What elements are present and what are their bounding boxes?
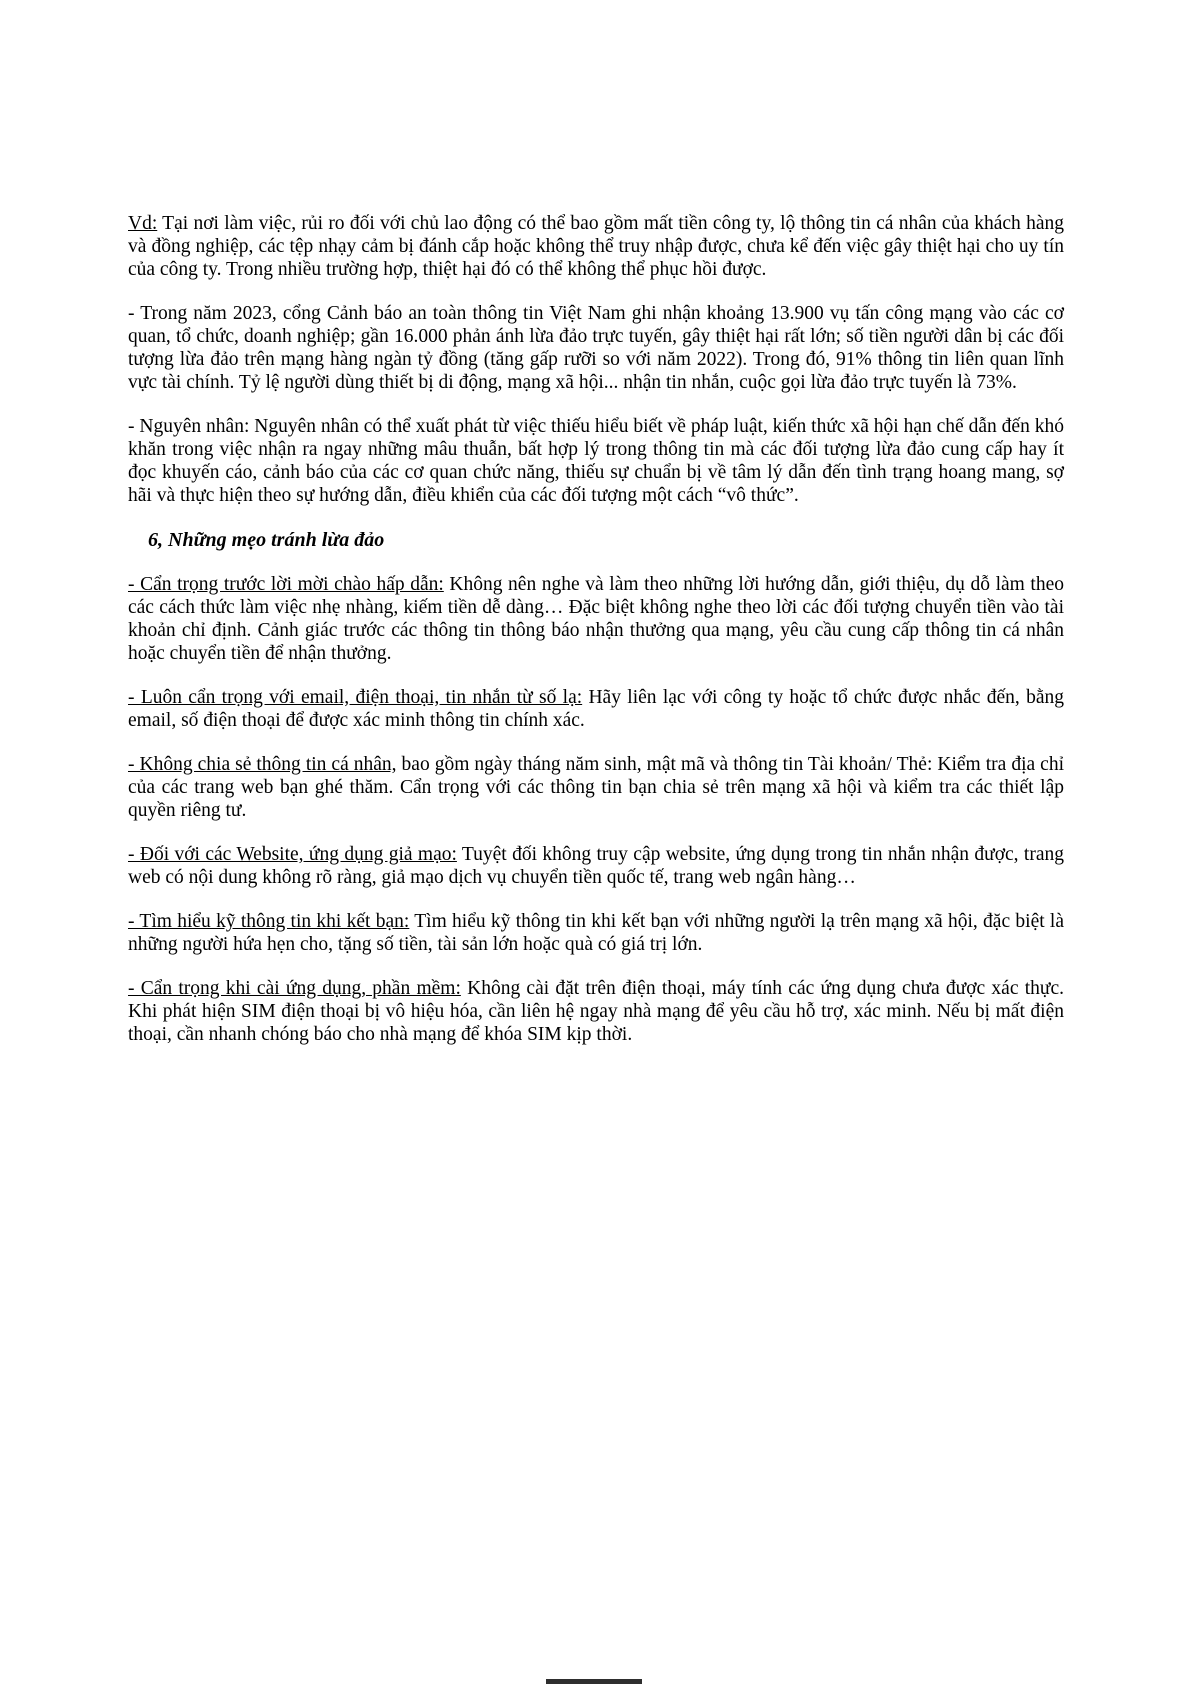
tip-2-label: - Luôn cẩn trọng với email, điện thoại, tin nhắn từ số lạ: <box>128 687 583 708</box>
tip-1-text: Không nên nghe và làm theo những lời hướng dẫn, giới thiệu, dụ dỗ làm theo các cách thức làm việc nhẹ nhàng, kiếm tiền dễ dàng… Đặc biệt không nghe theo lời các đối tượng chuyển tiền vào tài khoản chỉ định. Cảnh giác trước các thông tin thông báo nhận thưởng qua mạng, yêu cầu cung cấp thông tin cá nhân hoặc chuyển tiền để nhận thưởng. <box>128 574 1064 664</box>
tip-4-text: Tuyệt đối không truy cập website, ứng dụng trong tin nhắn nhận được, trang web có nội dung không rõ ràng, giả mạo dịch vụ chuyển tiền quốc tế, trang web ngân hàng… <box>128 844 1064 888</box>
paragraph-example <box>128 212 1064 281</box>
paragraph-statistics <box>128 302 1064 394</box>
tip-3-text: bao gồm ngày tháng năm sinh, mật mã và thông tin Tài khoản/ Thẻ: Kiểm tra địa chỉ của các trang web bạn ghé thăm. Cẩn trọng với các thông tin bạn chia sẻ trên mạng xã hội và kiểm tra các thiết lập quyền riêng tư. <box>128 754 1064 821</box>
page-bottom-rule <box>546 1679 642 1684</box>
causes-text: - Nguyên nhân: Nguyên nhân có thể xuất phát từ việc thiếu hiểu biết về pháp luật, kiến thức xã hội hạn chế dẫn đến khó khăn trong việc nhận ra ngay những mâu thuẫn, bất hợp lý trong thông tin mà các đối tượng lừa đảo cung cấp hay ít đọc khuyến cáo, cảnh báo của các cơ quan chức năng, thiếu sự chuẩn bị về tâm lý dẫn đến tình trạng hoang mang, sợ hãi và thực hiện theo sự hướng dẫn, điều khiển của các đối tượng một cách “vô thức”. <box>128 416 1064 506</box>
tip-item-3 <box>128 753 1064 822</box>
tip-item-4 <box>128 843 1064 889</box>
tip-2-text: Hãy liên lạc với công ty hoặc tổ chức được nhắc đến, bằng email, số điện thoại để được xác minh thông tin chính xác. <box>128 687 1064 731</box>
tip-item-2 <box>128 686 1064 732</box>
tip-item-6 <box>128 977 1064 1046</box>
statistics-text: - Trong năm 2023, cổng Cảnh báo an toàn thông tin Việt Nam ghi nhận khoảng 13.900 vụ tấn công mạng vào các cơ quan, tổ chức, doanh nghiệp; gần 16.000 phản ánh lừa đảo trực tuyến, gây thiệt hại rất lớn; số tiền người dân bị các đối tượng lừa đảo trên mạng hàng ngàn tỷ đồng (tăng gấp rưỡi so với năm 2022). Trong đó, 91% thông tin liên quan lĩnh vực tài chính. Tỷ lệ người dùng thiết bị di động, mạng xã hội... nhận tin nhắn, cuộc gọi lừa đảo trực tuyến là 73%. <box>128 303 1064 393</box>
tip-4-label: - Đối với các Website, ứng dụng giả mạo: <box>128 844 457 865</box>
tip-item-1 <box>128 573 1064 665</box>
tip-3-label: - Không chia sẻ thông tin cá nhân, <box>128 754 397 775</box>
paragraph-causes <box>128 415 1064 507</box>
section-heading: 6, Những mẹo tránh lừa đảo <box>148 529 385 551</box>
tip-5-text: Tìm hiểu kỹ thông tin khi kết bạn với những người lạ trên mạng xã hội, đặc biệt là những người hứa hẹn cho, tặng số tiền, tài sản lớn hoặc quà có giá trị lớn. <box>128 911 1065 955</box>
document-body <box>128 212 1064 1067</box>
example-label: Vd: <box>128 213 158 234</box>
tip-item-5 <box>128 910 1064 956</box>
tip-6-text: Không cài đặt trên điện thoại, máy tính các ứng dụng chưa được xác thực. Khi phát hiện SIM điện thoại bị vô hiệu hóa, cần liên hệ ngay nhà mạng để yêu cầu hỗ trợ, xác minh. Nếu bị mất điện thoại, cần nhanh chóng báo cho nhà mạng để khóa SIM kịp thời. <box>128 978 1064 1045</box>
tip-1-label: - Cẩn trọng trước lời mời chào hấp dẫn: <box>128 574 444 595</box>
tip-5-label: - Tìm hiểu kỹ thông tin khi kết bạn: <box>128 911 410 932</box>
example-text: Tại nơi làm việc, rủi ro đối với chủ lao động có thể bao gồm mất tiền công ty, lộ thông tin cá nhân của khách hàng và đồng nghiệp, các tệp nhạy cảm bị đánh cắp hoặc không thể truy nhập được, chưa kể đến việc gây thiệt hại cho uy tín của công ty. Trong nhiều trường hợp, thiệt hại đó có thể không thể phục hồi được. <box>128 213 1064 280</box>
tip-6-label: - Cẩn trọng khi cài ứng dụng, phần mềm: <box>128 978 461 999</box>
